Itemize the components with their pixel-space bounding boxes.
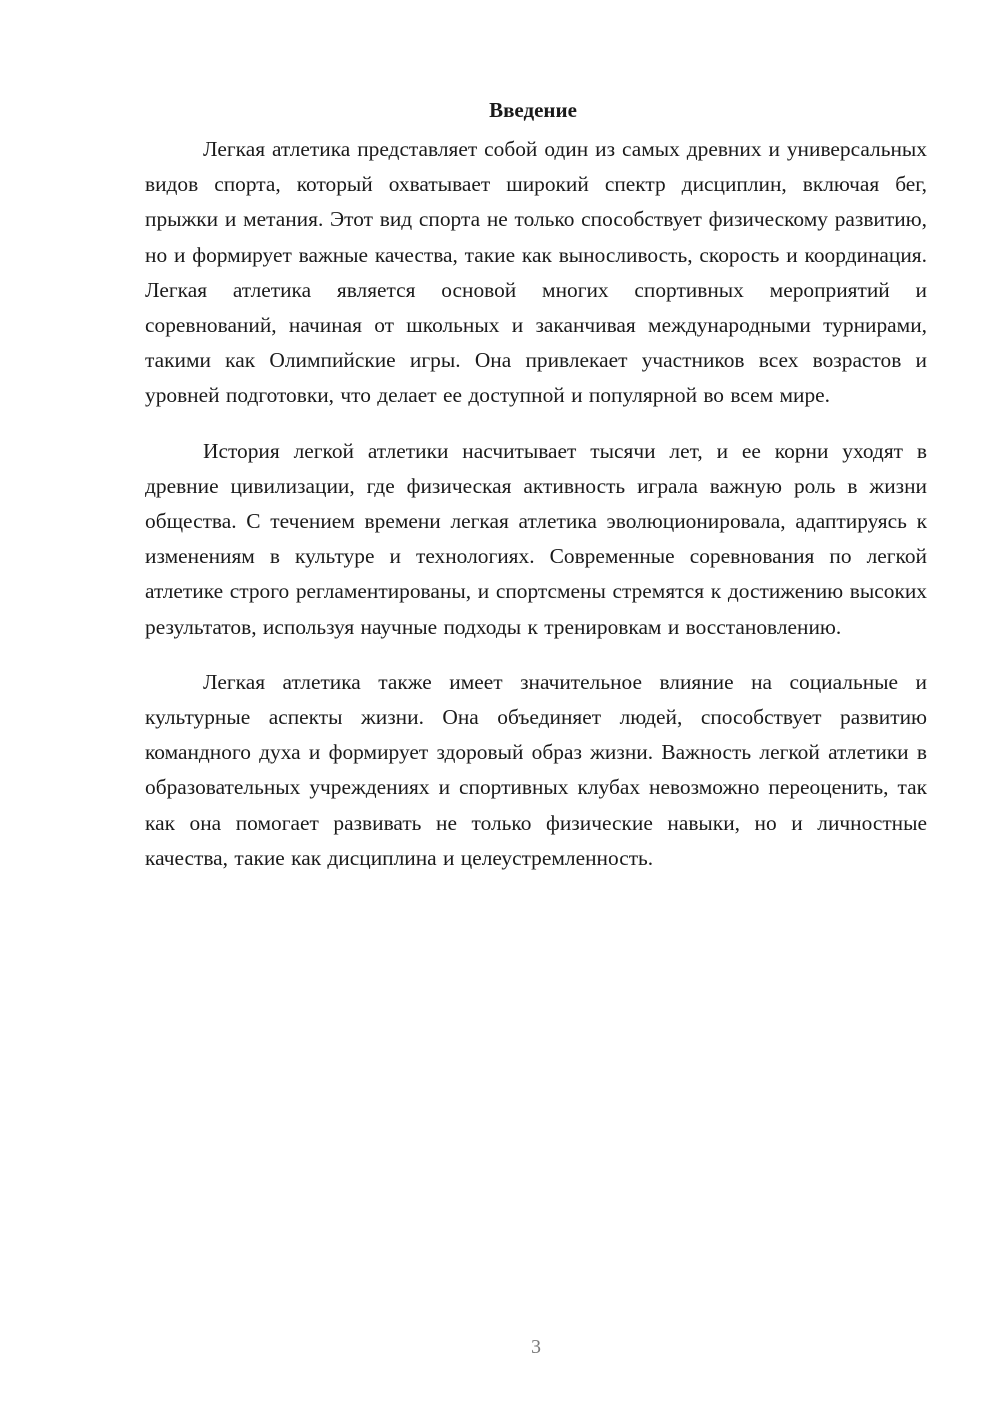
paragraph-3: Легкая атлетика также имеет значительное влияние на социальные и культурные аспекты жизни. Она объединяет людей, способствует развитию командного духа и формирует здоровый образ жизни. Важность легкой атлетики в образовательных учреждениях и спортивных клубах невозможно переоценить, так как она помогает развивать не только физические навыки, но и личностные качества, такие как дисциплина и целеустремленность. bbox=[145, 669, 927, 870]
section-title: Введение bbox=[489, 98, 577, 122]
page-number: 3 bbox=[531, 1336, 541, 1358]
paragraph-1: Легкая атлетика представляет собой один из самых древних и универсальных видов спорта, который охватывает широкий спектр дисциплин, включая бег, прыжки и метания. Этот вид спорта не только способствует физическому развитию, но и формирует важные качества, такие как выносливость, скорость и координация. Легкая атлетика является основой многих спортивных мероприятий и соревнований, начиная от школьных и заканчивая международными турнирами, такими как Олимпийские игры. Она привлекает участников всех возрастов и уровней подготовки, что делает ее доступной и популярной во всем мире. bbox=[145, 137, 927, 408]
paragraph-2: История легкой атлетики насчитывает тысячи лет, и ее корни уходят в древние цивилизации, где физическая активность играла важную роль в жизни общества. С течением времени легкая атлетика эволюционировала, адаптируясь к изменениям в культуре и технологиях. Современные соревнования по легкой атлетике строго регламентированы, и спортсмены стремятся к достижению высоких результатов, используя научные подходы к тренировкам и восстановлению. bbox=[145, 438, 927, 639]
page-content bbox=[145, 92, 927, 896]
